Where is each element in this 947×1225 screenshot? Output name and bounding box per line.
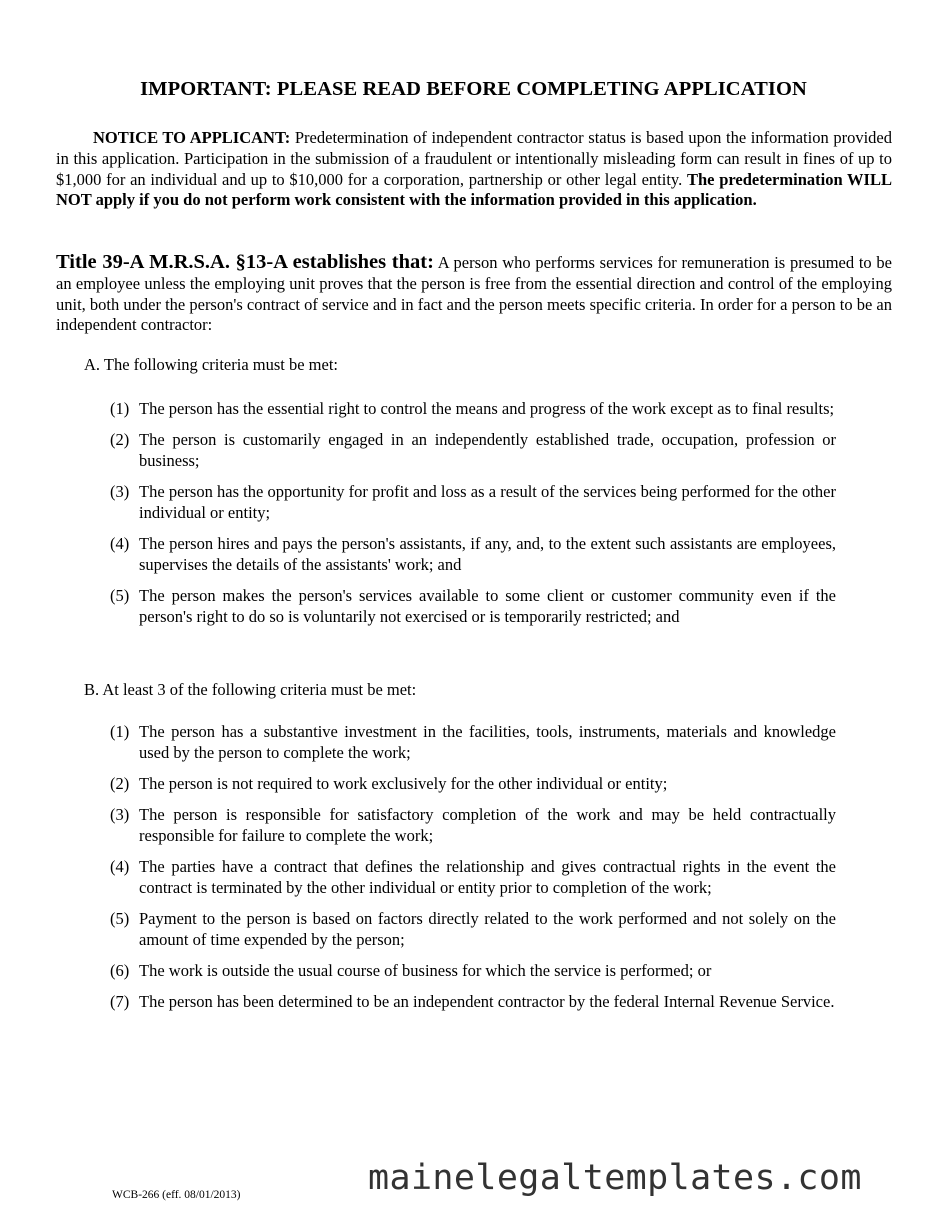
item-number: (3) <box>110 805 130 824</box>
item-number: (7) <box>110 992 130 1011</box>
statute-paragraph <box>56 252 892 336</box>
item-text: The parties have a contract that defines the relationship and gives contractual rights in the event the contract is terminated by the other individual or entity prior to completion of the work; <box>139 857 836 897</box>
item-number: (1) <box>110 722 130 741</box>
notice-bold-text: The predetermination WILL NOT apply if you do not perform work consistent with the information provided in this application. <box>56 169 892 210</box>
watermark-logo: mainelegaltemplates.com <box>368 1158 862 1198</box>
item-number: (1) <box>110 399 130 418</box>
item-text: The work is outside the usual course of business for which the service is performed; or <box>139 961 712 980</box>
statute-heading: Title 39-A M.R.S.A. §13-A establishes that: <box>56 251 434 273</box>
item-text: Payment to the person is based on factors directly related to the work performed and not solely on the amount of time expended by the person; <box>139 909 836 949</box>
section-a-item <box>110 585 836 627</box>
section-b-item <box>110 721 836 763</box>
item-text: The person hires and pays the person's assistants, if any, and, to the extent such assistants are employees, supervises the details of the assistants' work; and <box>139 534 836 574</box>
section-b-list <box>110 721 836 1022</box>
item-text: The person makes the person's services available to some client or customer community even if the person's right to do so is voluntarily not exercised or is temporarily restricted; and <box>139 586 836 626</box>
section-b-item <box>110 804 836 846</box>
item-number: (6) <box>110 961 130 980</box>
form-code: WCB-266 (eff. 08/01/2013) <box>112 1189 241 1201</box>
item-text: The person has a substantive investment in the facilities, tools, instruments, materials and knowledge used by the person to complete the work; <box>139 722 836 762</box>
notice-label: NOTICE TO APPLICANT: <box>93 128 291 147</box>
section-b-item <box>110 856 836 898</box>
item-number: (4) <box>110 857 130 876</box>
section-a-item <box>110 398 836 419</box>
section-b-item <box>110 991 836 1012</box>
item-text: The person is responsible for satisfactory completion of the work and may be held contractually responsible for failure to complete the work; <box>139 805 836 845</box>
section-b-item <box>110 960 836 981</box>
item-number: (2) <box>110 774 130 793</box>
item-text: The person is not required to work exclusively for the other individual or entity; <box>139 774 668 793</box>
notice-paragraph <box>56 128 892 211</box>
item-text: The person has the opportunity for profit and loss as a result of the services being performed for the other individual or entity; <box>139 482 836 522</box>
item-number: (3) <box>110 482 130 501</box>
item-text: The person has been determined to be an independent contractor by the federal Internal Revenue Service. <box>139 992 835 1011</box>
statute-text: A person who performs services for remuneration is presumed to be an employee unless the employing unit proves that the person is free from the essential direction and control of the employing unit, both under the person's contract of service and in fact and the person meets specific criteria. In order for a person to be an independent contractor: <box>56 253 892 335</box>
item-number: (5) <box>110 909 130 928</box>
section-a-item <box>110 429 836 471</box>
section-b-item <box>110 773 836 794</box>
page-title: IMPORTANT: PLEASE READ BEFORE COMPLETING APPLICATION <box>140 78 807 100</box>
section-a-item <box>110 533 836 575</box>
section-b-label: B. At least 3 of the following criteria must be met: <box>84 680 417 699</box>
section-a-list <box>110 398 836 637</box>
item-number: (5) <box>110 586 130 605</box>
item-number: (2) <box>110 430 130 449</box>
section-a-item <box>110 481 836 523</box>
item-text: The person has the essential right to control the means and progress of the work except as to final results; <box>139 399 835 418</box>
item-number: (4) <box>110 534 130 553</box>
section-a-label: A. The following criteria must be met: <box>84 355 339 374</box>
item-text: The person is customarily engaged in an independently established trade, occupation, profession or business; <box>139 430 836 470</box>
notice-text: Predetermination of independent contractor status is based upon the information provided in this application. Participation in the submission of a fraudulent or intentionally misleading form can result in fines of up to $1,000 for an individual and up to $10,000 for a corporation, partnership or other legal entity. <box>56 128 892 189</box>
section-b-item <box>110 908 836 950</box>
